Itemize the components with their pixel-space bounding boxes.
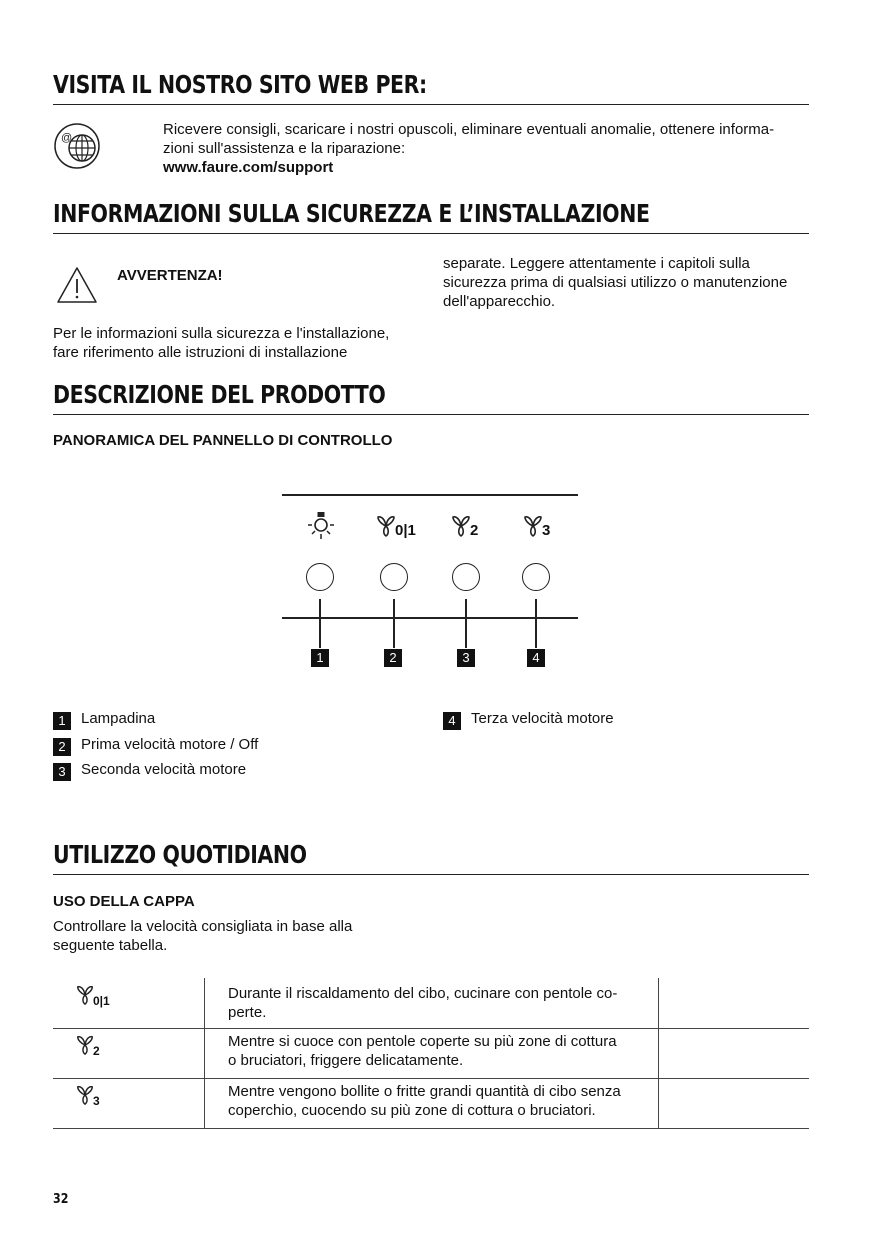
section-title-safety: INFORMAZIONI SULLA SICUREZZA E L’INSTALLAZIONE xyxy=(53,199,650,228)
fan-0-1-icon: 0|1 xyxy=(375,514,416,542)
table-row: Mentre vengono bollite o fritte grandi quantità di cibo senza coperchio, cuocendo su più zone di cottura o bruciatori. xyxy=(228,1083,621,1119)
svg-text:@: @ xyxy=(61,132,73,144)
hood-use-subtitle: USO DELLA CAPPA xyxy=(53,893,195,910)
divider xyxy=(53,233,809,234)
legend-item: 2 Prima velocità motore / Off xyxy=(53,735,258,756)
table-row: Durante il riscaldamento del cibo, cucinare con pentole co- perte. xyxy=(228,985,618,1021)
support-url-link[interactable]: www.faure.com/support xyxy=(163,159,334,176)
speed-2-button[interactable] xyxy=(452,563,480,591)
website-description: Ricevere consigli, scaricare i nostri opuscoli, eliminare eventuali anomalie, ottenere informa- zioni sull'assistenza e la riparazione: www.faure.com/support xyxy=(163,120,813,177)
warning-triangle-icon xyxy=(56,266,98,304)
panel-top-edge xyxy=(282,494,578,496)
divider xyxy=(53,874,809,875)
section-title-product: DESCRIZIONE DEL PRODOTTO xyxy=(53,380,386,409)
fan-3-icon: 3 xyxy=(75,1084,100,1106)
speed-3-button[interactable] xyxy=(522,563,550,591)
legend-item: 4 Terza velocità motore xyxy=(443,709,614,730)
fan-2-icon: 2 xyxy=(450,514,478,542)
speed-table xyxy=(53,978,809,1129)
callout-badge-1: 1 xyxy=(311,649,329,667)
section-title-daily-use: UTILIZZO QUOTIDIANO xyxy=(53,840,307,869)
leader-line xyxy=(319,599,321,648)
table-row: Mentre si cuoce con pentole coperte su più zone di cottura o bruciatori, friggere delicatamente. xyxy=(228,1033,617,1069)
panel-bottom-edge xyxy=(282,617,578,619)
leader-line xyxy=(465,599,467,648)
divider xyxy=(53,104,809,105)
speed-1-off-button[interactable] xyxy=(380,563,408,591)
safety-text-right: separate. Leggere attentamente i capitoli sulla sicurezza prima di qualsiasi utilizzo o manutenzione dell'apparecchio. xyxy=(443,255,788,310)
hood-use-intro: Controllare la velocità consigliata in base alla seguente tabella. xyxy=(53,918,353,954)
page-number: 32 xyxy=(53,1192,69,1207)
lamp-button[interactable] xyxy=(306,563,334,591)
legend-item: 1 Lampadina xyxy=(53,709,155,730)
fan-0-1-icon: 0|1 xyxy=(75,984,110,1006)
safety-text-left: Per le informazioni sulla sicurezza e l'installazione, fare riferimento alle istruzioni di installazione xyxy=(53,325,390,361)
control-panel-subtitle: PANORAMICA DEL PANNELLO DI CONTROLLO xyxy=(53,432,393,449)
divider xyxy=(53,414,809,415)
callout-badge-2: 2 xyxy=(384,649,402,667)
callout-badge-3: 3 xyxy=(457,649,475,667)
fan-3-icon: 3 xyxy=(522,514,550,542)
web-globe-icon xyxy=(53,122,101,170)
fan-2-icon: 2 xyxy=(75,1034,100,1056)
warning-label: AVVERTENZA! xyxy=(117,267,223,284)
leader-line xyxy=(535,599,537,648)
leader-line xyxy=(393,599,395,648)
section-title-website: VISITA IL NOSTRO SITO WEB PER: xyxy=(53,70,427,99)
lamp-icon xyxy=(306,511,336,541)
legend-item: 3 Seconda velocità motore xyxy=(53,760,246,781)
callout-badge-4: 4 xyxy=(527,649,545,667)
